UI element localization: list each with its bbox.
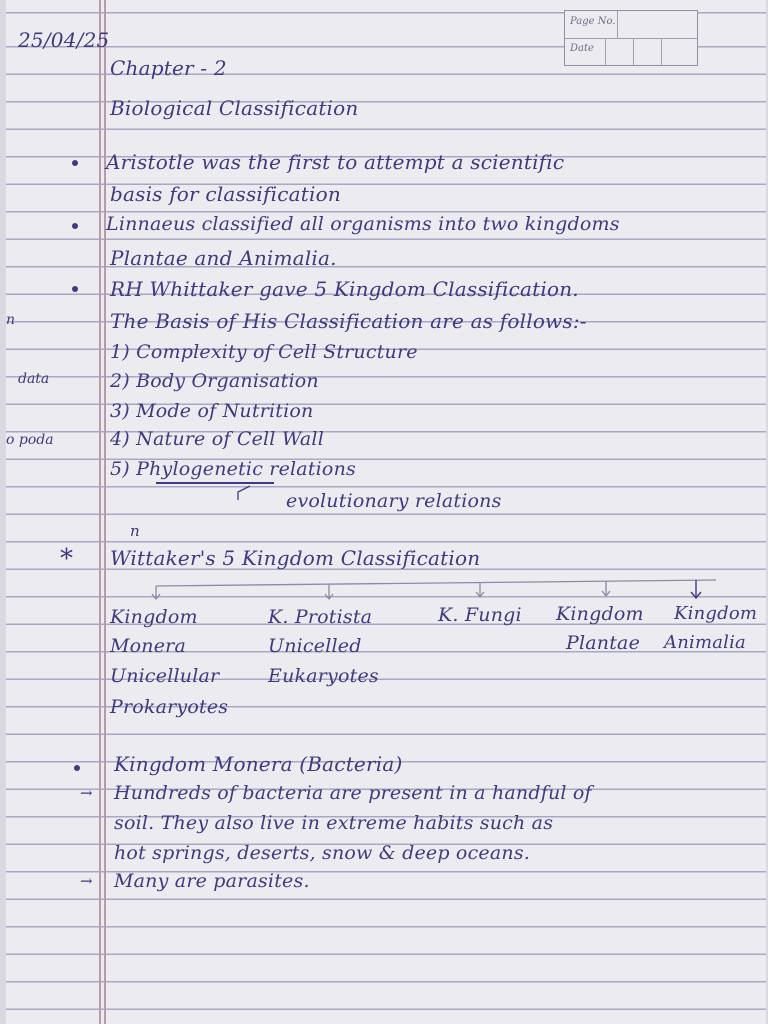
whittaker-heading: Wittaker's 5 Kingdom Classification (110, 546, 481, 570)
kingdom-line: Unicelled (268, 635, 362, 657)
kingdom-line: Monera (110, 635, 186, 657)
monera-heading: Kingdom Monera (Bacteria) (114, 752, 403, 776)
monera-line: soil. They also live in extreme habits such as (114, 812, 554, 834)
margin-note: n (6, 312, 16, 328)
star-mark: * (60, 544, 74, 574)
kingdom-line: K. Fungi (438, 604, 522, 626)
point-line: Plantae and Animalia. (110, 246, 337, 270)
kingdom-line: Kingdom (556, 603, 644, 625)
handwritten-date: 25/04/25 (18, 28, 110, 52)
classification-arrows (6, 0, 766, 620)
basis-item: 4) Nature of Cell Wall (110, 428, 324, 450)
margin-note: o poda (6, 432, 54, 448)
chapter-subtitle: Biological Classification (110, 96, 359, 120)
monera-line: Many are parasites. (114, 870, 310, 892)
basis-intro: The Basis of His Classification are as follows:- (110, 309, 587, 333)
chapter-title: Chapter - 2 (110, 56, 227, 80)
kingdom-line: Kingdom (110, 606, 198, 628)
arrow-bullet-icon: → (80, 784, 93, 802)
basis-item: 3) Mode of Nutrition (110, 400, 314, 422)
page-no-label: Page No. (570, 16, 616, 27)
caret-note: n (130, 522, 140, 540)
kingdom-line: K. Protista (268, 606, 373, 628)
kingdom-line: Kingdom (674, 603, 758, 624)
basis-item: 1) Complexity of Cell Structure (110, 341, 418, 363)
date-label: Date (570, 43, 594, 54)
phylo-note: evolutionary relations (286, 490, 502, 512)
point-line: Aristotle was the first to attempt a scientific (106, 150, 565, 174)
kingdom-line: Animalia (664, 632, 746, 653)
kingdom-line: Eukaryotes (268, 665, 379, 687)
point-line: RH Whittaker gave 5 Kingdom Classification. (110, 277, 579, 301)
point-line: basis for classification (110, 182, 341, 206)
point-line: Linnaeus classified all organisms into two kingdoms (106, 213, 620, 235)
monera-line: Hundreds of bacteria are present in a handful of (114, 782, 592, 804)
kingdom-line: Unicellular (110, 665, 220, 687)
bullet (74, 765, 80, 771)
kingdom-line: Plantae (566, 632, 641, 654)
basis-item: 5) Phylogenetic relations (110, 458, 356, 480)
kingdom-line: Prokaryotes (110, 696, 229, 718)
arrow-bullet-icon: → (80, 872, 93, 890)
notebook-page (6, 0, 766, 1024)
basis-item: 2) Body Organisation (110, 370, 319, 392)
margin-note: data (18, 371, 50, 387)
monera-line: hot springs, deserts, snow & deep oceans. (114, 842, 531, 864)
